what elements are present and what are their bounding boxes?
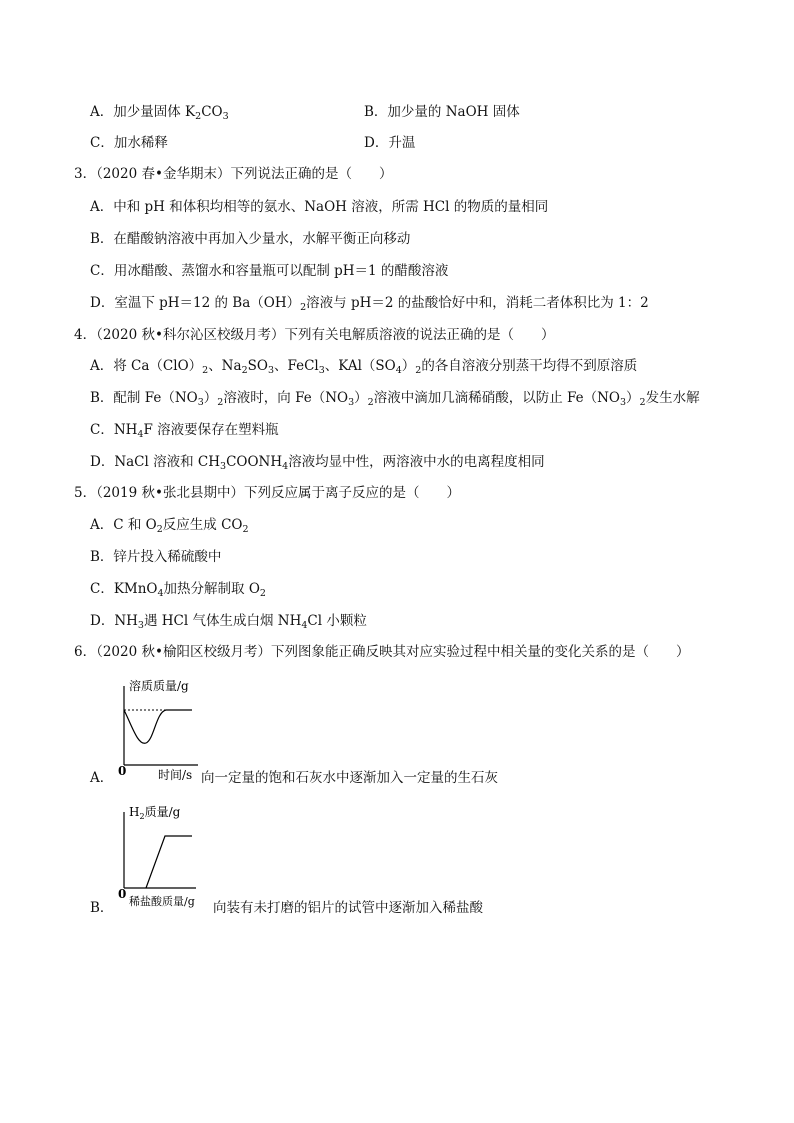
option-5c: C．KMnO$_4$加热分解制取 $O_2$ [90, 581, 266, 599]
option-6b-text: 向装有未打磨的铝片的试管中逐渐加入稀盐酸 [213, 900, 483, 916]
option-6a-text: 向一定量的饱和石灰水中逐渐加入一定量的生石灰 [201, 770, 498, 786]
option-3c: C．用冰醋酸、蒸馏水和容量瓶可以配制 pH＝1 的醋酸溶液 [90, 263, 449, 279]
option-3d: D．室温下 pH＝12 的 $Ba(OH)_2$溶液与 pH＝2 的盐酸恰好中和，消耗二者体积比为 1：2 [90, 295, 649, 313]
graph-a [112, 676, 202, 788]
graph-b-origin: 0 [118, 887, 127, 901]
graph-b-ylabel: $H_2$质量/g [129, 805, 181, 821]
option-5b: B．锌片投入稀硫酸中 [90, 549, 222, 565]
option-4a: A．将 $Ca(ClO)_2$、$Na_2SO_3$、FeCl$_3$、$KAl(SO_4)_2$的各自溶液分别蒸干均得不到原溶质 [90, 358, 638, 376]
option-3b: B．在醋酸钠溶液中再加入少量水，水解平衡正向移动 [90, 231, 411, 247]
graph-a-ylabel: 溶质质量/g [129, 679, 189, 693]
question-4-stem: 4．（2020 秋•科尔沁区校级月考）下列有关电解质溶液的说法正确的是（ ） [74, 327, 555, 343]
graph-b-curve [146, 836, 192, 888]
question-3-stem: 3．（2020 春•金华期末）下列说法正确的是（ ） [74, 166, 393, 182]
question-5-stem: 5．（2019 秋•张北县期中）下列反应属于离子反应的是（ ） [74, 485, 460, 501]
option-5d: D．$NH_3$遇 HCl 气体生成白烟 $NH_4Cl$ 小颗粒 [90, 613, 367, 631]
option-2c: C．加水稀释 [90, 135, 168, 151]
option-2b: B．加少量的 NaOH 固体 [364, 104, 520, 120]
option-4b: B．配制 $Fe(NO_3)_2$溶液时，向 $Fe(NO_3)_2$溶液中滴加几滴稀硝酸，以防止 $Fe(NO_3)_2$发生水解 [90, 390, 700, 408]
graph-a-curve [124, 710, 192, 743]
graph-a-origin: 0 [118, 764, 127, 778]
option-5a: A．C 和 $O_2$反应生成 $CO_2$ [90, 517, 249, 535]
graph-b-xlabel: 稀盐酸质量/g [129, 895, 195, 908]
option-4c: C．$NH_4F$ 溶液要保存在塑料瓶 [90, 422, 279, 440]
option-4d: D．NaCl 溶液和 $CH_3COONH_4$溶液均显中性，两溶液中水的电离程度相同 [90, 454, 545, 472]
option-6a-label: A． [90, 770, 114, 786]
option-3a: A．中和 pH 和体积均相等的氨水、NaOH 溶液，所需 HCl 的物质的量相同 [90, 199, 549, 215]
graph-b [112, 802, 212, 914]
graph-a-xlabel: 时间/s [158, 768, 193, 782]
option-6b-label: B． [90, 900, 114, 916]
question-6-stem: 6．（2020 秋•榆阳区校级月考）下列图象能正确反映其对应实验过程中相关量的变化关系的是（ ） [74, 644, 690, 660]
option-2d: D．升温 [364, 135, 416, 151]
option-2a: A．加少量固体 $K_2CO_3$ [90, 104, 229, 122]
